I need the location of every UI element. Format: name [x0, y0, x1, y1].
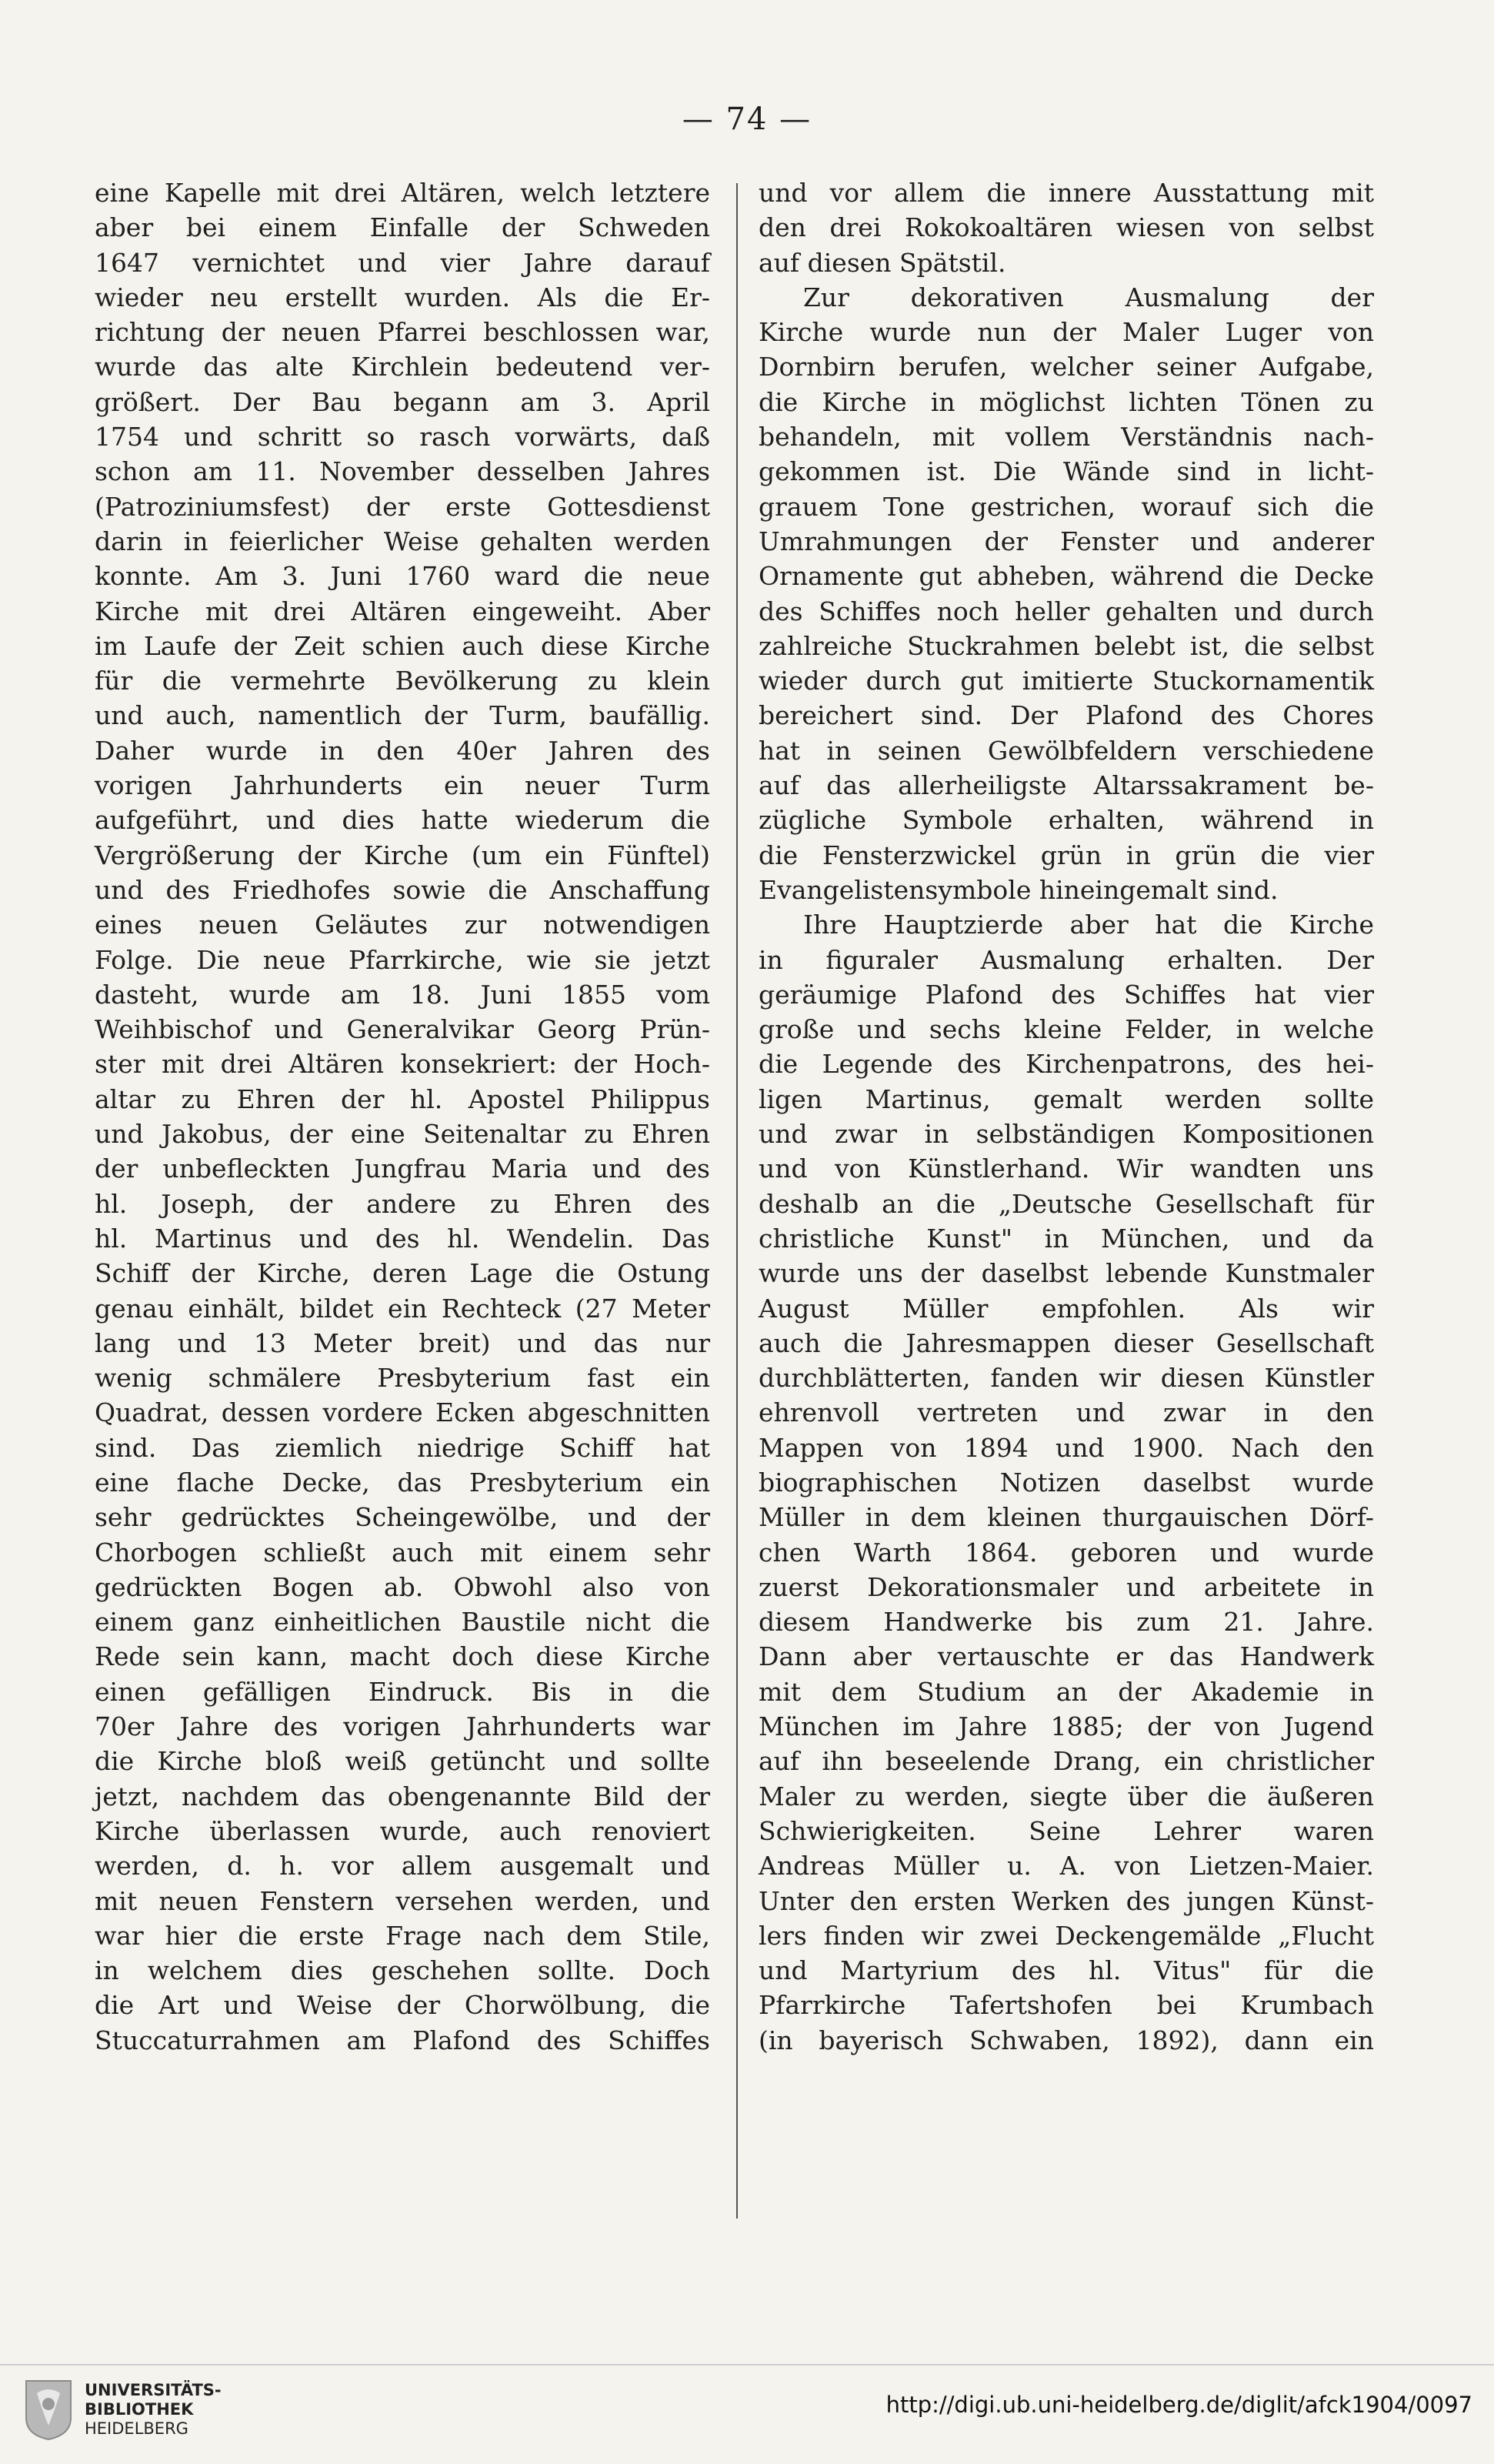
text-line: Dann aber vertauschte er das Handwerk [759, 1641, 1374, 1672]
text-line: Vergrößerung der Kirche (um ein Fünftel) [95, 840, 710, 870]
library-name-line: BIBLIOTHEK [85, 2400, 194, 2419]
text-line: August Müller empfohlen. Als wir [759, 1293, 1374, 1324]
text-line: und von Künstlerhand. Wir wandten uns [759, 1154, 1374, 1184]
text-line: jetzt, nachdem das obengenannte Bild der [95, 1781, 710, 1811]
text-line: und Jakobus, der eine Seitenaltar zu Ehren [95, 1119, 710, 1150]
text-line: christliche Kunst" in München, und da [759, 1223, 1374, 1254]
footer-rule [0, 2364, 1494, 2366]
library-name [85, 2381, 222, 2439]
text-line: gekommen ist. Die Wände sind in licht- [759, 456, 1374, 487]
text-line: Schiff der Kirche, deren Lage die Ostung [95, 1258, 710, 1289]
text-line: dasteht, wurde am 18. Juni 1855 vom [95, 979, 710, 1010]
library-name-line: UNIVERSITÄTS- [85, 2381, 222, 2399]
text-line: im Laufe der Zeit schien auch diese Kirche [95, 630, 710, 661]
source-url-link[interactable]: http://digi.ub.uni-heidelberg.de/diglit/afck1904/0097 [885, 2392, 1472, 2418]
text-line: altar zu Ehren der hl. Apostel Philippus [95, 1083, 710, 1114]
text-line: wieder neu erstellt wurden. Als die Er- [95, 282, 710, 312]
text-line: in welchem dies geschehen sollte. Doch [95, 1955, 710, 1986]
text-line: in figuraler Ausmalung erhalten. Der [759, 944, 1374, 975]
text-line: und des Friedhofes sowie die Anschaffung [95, 874, 710, 905]
text-line: des Schiffes noch heller gehalten und durch [759, 596, 1374, 626]
text-line: größert. Der Bau begann am 3. April [95, 386, 710, 417]
text-line: Chorbogen schließt auch mit einem sehr [95, 1537, 710, 1568]
text-line: auf diesen Spätstil. [759, 247, 1006, 278]
text-line: Müller in dem kleinen thurgauischen Dörf- [759, 1502, 1374, 1533]
text-line: Umrahmungen der Fenster und anderer [759, 526, 1374, 556]
text-line: gedrückten Bogen ab. Obwohl also von [95, 1571, 710, 1602]
text-line: Evangelistensymbole hineingemalt sind. [759, 874, 1279, 905]
text-line: die Legende des Kirchenpatrons, des hei- [759, 1049, 1374, 1080]
text-line: wenig schmälere Presbyterium fast ein [95, 1363, 710, 1394]
text-line: die Fensterzwickel grün in grün die vier [759, 840, 1374, 870]
text-line: 1647 vernichtet und vier Jahre darauf [95, 247, 710, 278]
text-line: bereichert sind. Der Plafond des Chores [759, 700, 1374, 731]
text-line: ligen Martinus, gemalt werden sollte [759, 1083, 1374, 1114]
text-line: deshalb an die „Deutsche Gesellschaft für [759, 1188, 1374, 1219]
text-line: eine Kapelle mit drei Altären, welch letztere [95, 178, 710, 208]
text-line: Rede sein kann, macht doch diese Kirche [95, 1641, 710, 1672]
text-line: (in bayerisch Schwaben, 1892), dann ein [759, 2025, 1374, 2055]
text-line: chen Warth 1864. geboren und wurde [759, 1537, 1374, 1568]
text-line: sind. Das ziemlich niedrige Schiff hat [95, 1432, 710, 1463]
text-line: hl. Joseph, der andere zu Ehren des [95, 1188, 710, 1219]
text-line: Weihbischof und Generalvikar Georg Prün- [95, 1014, 710, 1045]
text-line: ehrenvoll vertreten und zwar in den [759, 1397, 1374, 1428]
text-line: und vor allem die innere Ausstattung mit [759, 178, 1374, 208]
text-line: lang und 13 Meter breit) und das nur [95, 1327, 710, 1358]
text-line: Zur dekorativen Ausmalung der [803, 282, 1374, 312]
text-line: hat in seinen Gewölbfeldern verschiedene [759, 735, 1374, 766]
text-line: Daher wurde in den 40er Jahren des [95, 735, 710, 766]
text-line: behandeln, mit vollem Verständnis nach- [759, 422, 1374, 452]
text-line: lers finden wir zwei Deckengemälde „Flucht [759, 1920, 1374, 1951]
text-line: Kirche mit drei Altären eingeweiht. Aber [95, 596, 710, 626]
text-line: Ornamente gut abheben, während die Decke [759, 561, 1374, 592]
text-line: zuerst Dekorationsmaler und arbeitete in [759, 1571, 1374, 1602]
text-line: wurde uns der daselbst lebende Kunstmaler [759, 1258, 1374, 1289]
text-line: den drei Rokokoaltären wiesen von selbst [759, 212, 1374, 243]
text-line: wieder durch gut imitierte Stuckornamentik [759, 666, 1374, 696]
text-line: und auch, namentlich der Turm, baufällig. [95, 700, 710, 731]
text-line: Maler zu werden, siegte über die äußeren [759, 1781, 1374, 1811]
library-name-line: HEIDELBERG [85, 2419, 188, 2438]
text-line: Stuccaturrahmen am Plafond des Schiffes [95, 2025, 710, 2055]
text-line: mit dem Studium an der Akademie in [759, 1676, 1374, 1707]
text-line: große und sechs kleine Felder, in welche [759, 1014, 1374, 1045]
text-line: Pfarrkirche Tafertshofen bei Krumbach [759, 1990, 1374, 2021]
text-line: auch die Jahresmappen dieser Gesellschaft [759, 1327, 1374, 1358]
text-line: einem ganz einheitlichen Baustile nicht die [95, 1607, 710, 1638]
text-line: München im Jahre 1885; der von Jugend [759, 1711, 1374, 1742]
text-line: Ihre Hauptzierde aber hat die Kirche [803, 910, 1374, 940]
text-line: genau einhält, bildet ein Rechteck (27 Meter [95, 1293, 710, 1324]
text-line: die Kirche bloß weiß getüncht und sollte [95, 1746, 710, 1777]
text-line: sehr gedrücktes Scheingewölbe, und der [95, 1502, 710, 1533]
text-line: wurde das alte Kirchlein bedeutend ver- [95, 352, 710, 382]
text-line: für die vermehrte Bevölkerung zu klein [95, 666, 710, 696]
text-line: die Art und Weise der Chorwölbung, die [95, 1990, 710, 2021]
text-line: Andreas Müller u. A. von Lietzen-Maier. [759, 1851, 1374, 1881]
text-line: schon am 11. November desselben Jahres [95, 456, 710, 487]
text-line: Quadrat, dessen vordere Ecken abgeschnitten [95, 1397, 710, 1428]
text-line: Kirche wurde nun der Maler Luger von [759, 317, 1374, 348]
text-line: die Kirche in möglichst lichten Tönen zu [759, 386, 1374, 417]
text-line: war hier die erste Frage nach dem Stile, [95, 1920, 710, 1951]
text-line: Folge. Die neue Pfarrkirche, wie sie jetzt [95, 944, 710, 975]
text-line: 70er Jahre des vorigen Jahrhunderts war [95, 1711, 710, 1742]
text-line: (Patroziniumsfest) der erste Gottesdienst [95, 491, 710, 522]
text-line: eines neuen Geläutes zur notwendigen [95, 910, 710, 940]
text-line: ster mit drei Altären konsekriert: der Hoch- [95, 1049, 710, 1080]
column-divider [736, 183, 738, 2219]
text-line: zahlreiche Stuckrahmen belebt ist, die selbst [759, 630, 1374, 661]
text-line: geräumige Plafond des Schiffes hat vier [759, 979, 1374, 1010]
text-line: durchblätterten, fanden wir diesen Künstler [759, 1363, 1374, 1394]
text-line: diesem Handwerke bis zum 21. Jahre. [759, 1607, 1374, 1638]
text-line: 1754 und schritt so rasch vorwärts, daß [95, 422, 710, 452]
text-line: zügliche Symbole erhalten, während in [759, 805, 1374, 836]
text-line: eine flache Decke, das Presbyterium ein [95, 1467, 710, 1497]
text-line: auf das allerheiligste Altarssakrament be- [759, 770, 1374, 801]
text-line: auf ihn beseelende Drang, ein christlicher [759, 1746, 1374, 1777]
text-line: vorigen Jahrhunderts ein neuer Turm [95, 770, 710, 801]
text-line: aber bei einem Einfalle der Schweden [95, 212, 710, 243]
text-line: und Martyrium des hl. Vitus" für die [759, 1955, 1374, 1986]
text-line: und zwar in selbständigen Kompositionen [759, 1119, 1374, 1150]
right-column [759, 175, 1374, 2058]
text-line: grauem Tone gestrichen, worauf sich die [759, 491, 1374, 522]
text-line: Kirche überlassen wurde, auch renoviert [95, 1815, 710, 1846]
text-line: richtung der neuen Pfarrei beschlossen war, [95, 317, 710, 348]
text-line: Unter den ersten Werken des jungen Künst- [759, 1885, 1374, 1916]
text-line: biographischen Notizen daselbst wurde [759, 1467, 1374, 1497]
text-line: darin in feierlicher Weise gehalten werden [95, 526, 710, 556]
text-line: der unbefleckten Jungfrau Maria und des [95, 1154, 710, 1184]
text-line: konnte. Am 3. Juni 1760 ward die neue [95, 561, 710, 592]
text-line: Dornbirn berufen, welcher seiner Aufgabe, [759, 352, 1374, 382]
text-line: Mappen von 1894 und 1900. Nach den [759, 1432, 1374, 1463]
left-column [95, 175, 710, 2058]
page-number: — 74 — [682, 102, 812, 137]
university-seal-icon [22, 2378, 75, 2441]
text-line: mit neuen Fenstern versehen werden, und [95, 1885, 710, 1916]
text-line: aufgeführt, und dies hatte wiederum die [95, 805, 710, 836]
text-line: einen gefälligen Eindruck. Bis in die [95, 1676, 710, 1707]
text-line: hl. Martinus und des hl. Wendelin. Das [95, 1223, 710, 1254]
text-line: werden, d. h. vor allem ausgemalt und [95, 1851, 710, 1881]
text-line: Schwierigkeiten. Seine Lehrer waren [759, 1815, 1374, 1846]
